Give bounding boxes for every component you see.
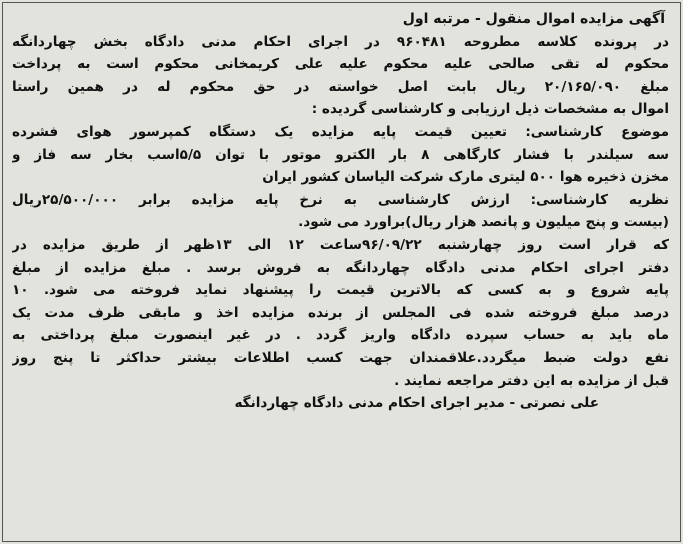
terms-line-3: پایه شروع و به کسی که بالاترین قیمت را پیشنهاد نماید فروخته می شود. ۱۰: [12, 282, 669, 299]
terms-line-6: نفع دولت ضبط میگردد.علاقمندان جهت کسب اطلاعات بیشتر حداکثر تا پنج روز: [12, 349, 669, 366]
notice-title: آگهی مزایده اموال منقول - مرتبه اول: [402, 11, 665, 27]
terms-line-4: درصد مبلغ فروخته شده فی المجلس از برنده مزایده اخذ و مابقی ظرف مدت یک: [12, 304, 669, 321]
terms-line-2: دفتر اجرای احکام مدنی دادگاه چهاردانگه به فروش برسد . مبلغ مزایده از مبلغ: [12, 259, 669, 276]
signature: علی نصرتی - مدیر اجرای احکام مدنی دادگاه چهاردانگه: [234, 395, 599, 412]
intro-line-4: اموال به مشخصات ذیل ارزیابی و کارشناسی گردیده :: [311, 101, 669, 118]
subject-line-1: موضوع کارشناسی: تعیین قیمت پایه مزایده یک دستگاه کمپرسور هوای فشرده: [12, 123, 669, 140]
terms-line-5: ماه باید به حساب سپرده دادگاه واریز گردد . در غیر اینصورت مبلغ پرداختی به: [12, 327, 669, 344]
notice-body: [12, 8, 669, 415]
intro-line-1: در پرونده کلاسه مطروحه ۹۶۰۴۸۱ در اجرای احکام مدنی دادگاه بخش چهاردانگه: [12, 33, 669, 50]
opinion-line-2: (بیست و پنج میلیون و پانصد هزار ریال)براورد می شود.: [298, 214, 669, 231]
intro-line-2: محکوم له تقی صالحی علیه محکوم علیه علی کریمخانی محکوم است به پرداخت: [12, 56, 669, 73]
opinion-line-1: نظریه کارشناسی: ارزش کارشناسی به نرخ پایه مزایده برابر ۲۵/۵۰۰/۰۰۰ریال: [12, 191, 669, 208]
subject-line-3: مخزن ذخیره هوا ۵۰۰ لیتری مارک شرکت الیاسان کشور ایران: [262, 169, 669, 186]
terms-line-7: قبل از مزایده به این دفتر مراجعه نمایند .: [394, 372, 669, 389]
subject-line-2: سه سیلندر با فشار کارگاهی ۸ بار الکترو موتور با توان ۵/۵اسب بخار سه فاز و: [12, 146, 669, 163]
intro-line-3: مبلغ ۲۰/۱۶۵/۰۹۰ ریال بابت اصل خواسته در حق محکوم له در همین راستا: [12, 78, 669, 95]
terms-line-1: که قرار است روز چهارشنبه ۹۶/۰۹/۲۲ساعت ۱۲ الی ۱۳ظهر از طریق مزایده در: [12, 236, 669, 253]
